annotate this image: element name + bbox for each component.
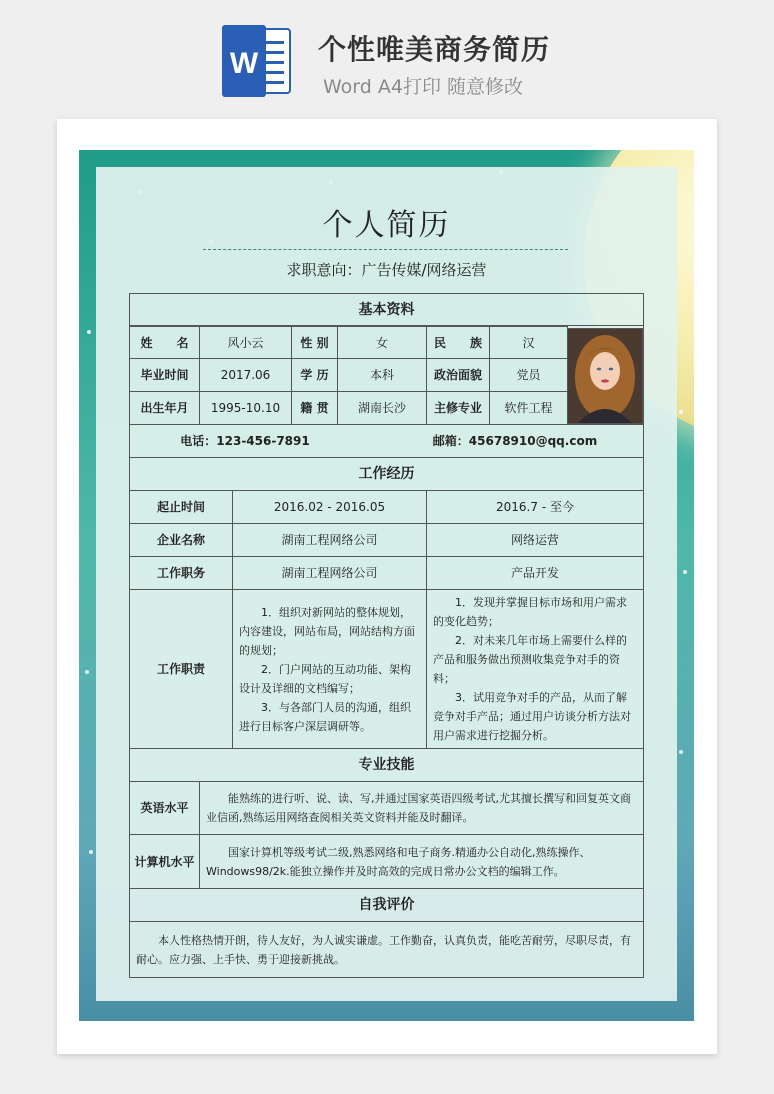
profile-photo bbox=[567, 328, 643, 424]
position-label: 工作职务 bbox=[129, 556, 233, 590]
native-value: 湖南长沙 bbox=[337, 391, 427, 425]
major-value: 软件工程 bbox=[489, 391, 568, 425]
education-value: 本科 bbox=[337, 358, 427, 392]
job1-position: 湖南工程网络公司 bbox=[232, 556, 427, 590]
job1-duty-3: 3．与各部门人员的沟通，组织进行目标客户深层调研等。 bbox=[239, 700, 411, 733]
section-header-work: 工作经历 bbox=[129, 457, 644, 491]
job1-company: 湖南工程网络公司 bbox=[232, 523, 427, 557]
job-objective: 求职意向：广告传媒/网络运营 bbox=[286, 261, 487, 279]
job2-position: 产品开发 bbox=[426, 556, 644, 590]
english-label: 英语水平 bbox=[129, 781, 200, 835]
ethnic-label: 民 族 bbox=[426, 326, 490, 359]
education-label: 学 历 bbox=[291, 358, 338, 392]
birth-label: 出生年月 bbox=[129, 391, 200, 425]
job2-duty-3: 3．试用竞争对手的产品，从而了解竞争对手产品；通过用户访谈分析方法对用户需求进行挖掘分析。 bbox=[433, 691, 631, 742]
job2-duty-1: 1．发现并掌握目标市场和用户需求的变化趋势； bbox=[433, 596, 627, 628]
graduation-label: 毕业时间 bbox=[129, 358, 200, 392]
native-label: 籍 贯 bbox=[291, 391, 338, 425]
political-value: 党员 bbox=[489, 358, 568, 392]
name-value: 风小云 bbox=[199, 326, 292, 359]
computer-label: 计算机水平 bbox=[129, 834, 200, 889]
title-divider bbox=[203, 249, 568, 250]
phone-text: 电话：123-456-7891 bbox=[180, 434, 310, 448]
job2-duty-2: 2．对未来几年市场上需要什么样的产品和服务做出预测收集竞争对手的资料； bbox=[433, 634, 627, 685]
word-document-icon bbox=[222, 25, 294, 97]
gender-value: 女 bbox=[337, 326, 427, 359]
graduation-value: 2017.06 bbox=[199, 358, 292, 392]
major-label: 主修专业 bbox=[426, 391, 490, 425]
banner-title: 个性唯美商务简历 bbox=[318, 33, 551, 66]
computer-text: 国家计算机等级考试二级,熟悉网络和电子商务.精通办公自动化,熟练操作、Windows98/2k.能独立操作并及时高效的完成日常办公文档的编辑工作。 bbox=[199, 834, 644, 889]
ethnic-value: 汉 bbox=[489, 326, 568, 359]
section-header-skills: 专业技能 bbox=[129, 748, 644, 782]
banner bbox=[0, 0, 774, 118]
email-text: 邮箱：45678910@qq.com bbox=[432, 434, 598, 448]
english-text: 能熟练的进行听、说、读、写,并通过国家英语四级考试,尤其擅长撰写和回复英文商业信函,熟练运用网络查阅相关英文资料并能及时翻译。 bbox=[199, 781, 644, 835]
word-icon-letter: W bbox=[229, 47, 259, 80]
job2-period: 2016.7 - 至今 bbox=[426, 490, 644, 524]
resume-title: 个人简历 bbox=[322, 208, 451, 243]
job1-duty-2: 2．门户网站的互动功能、架构设计及详细的文档编写； bbox=[239, 662, 411, 695]
name-label: 姓 名 bbox=[129, 326, 200, 359]
self-evaluation-text: 本人性格热情开朗，待人友好，为人诚实谦虚。工作勤奋，认真负责，能吃苦耐劳，尽职尽责，有耐心。应力强、上手快、勇于迎接新挑战。 bbox=[129, 921, 644, 978]
job1-duty-1: 1．组织对新网站的整体规划，内容建设，网站布局，网站结构方面的规划； bbox=[239, 605, 415, 657]
period-label: 起止时间 bbox=[129, 490, 233, 524]
job1-period: 2016.02 - 2016.05 bbox=[232, 490, 427, 524]
company-label: 企业名称 bbox=[129, 523, 233, 557]
banner-subtitle: Word A4打印 随意修改 bbox=[323, 76, 524, 98]
portrait-icon bbox=[568, 329, 642, 423]
job2-duties bbox=[426, 589, 644, 749]
job1-duties bbox=[232, 589, 427, 749]
gender-label: 性 别 bbox=[291, 326, 338, 359]
section-header-self: 自我评价 bbox=[129, 888, 644, 922]
section-header-basic: 基本资料 bbox=[129, 293, 644, 326]
duty-label: 工作职责 bbox=[129, 589, 233, 749]
political-label: 政治面貌 bbox=[426, 358, 490, 392]
job2-company: 网络运营 bbox=[426, 523, 644, 557]
birth-value: 1995-10.10 bbox=[199, 391, 292, 425]
